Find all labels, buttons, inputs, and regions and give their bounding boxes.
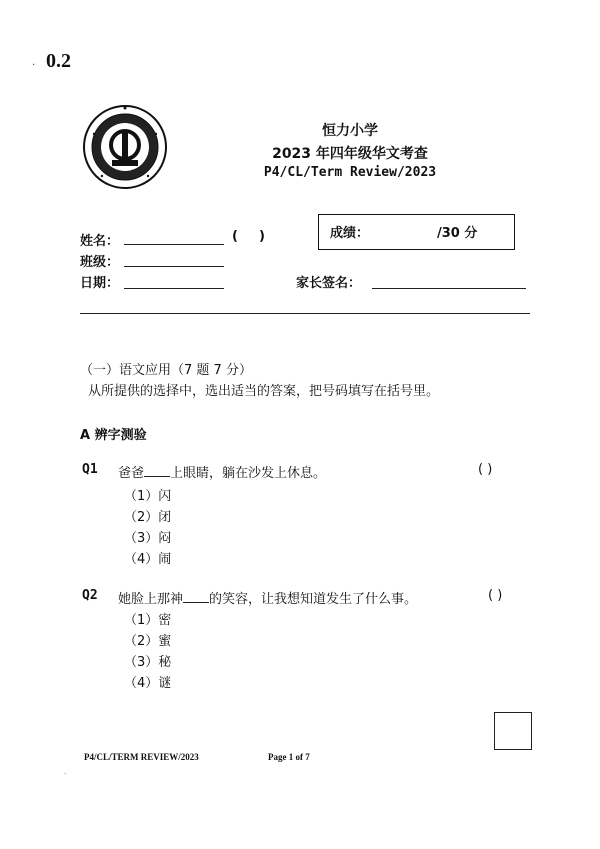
section-instruction: 从所提供的选择中，选出适当的答案，把号码填写在括号里。 [88, 384, 440, 399]
class-label: 班级： [80, 255, 120, 270]
name-field[interactable] [124, 230, 224, 245]
scan-mark-bottom: · [64, 770, 67, 778]
date-field[interactable] [124, 274, 224, 289]
page-marker: 0.2 [46, 50, 71, 72]
school-name: 恒力小学 [322, 123, 378, 139]
q2-stem-after: 的笑容，让我想知道发生了什么事。 [209, 592, 418, 607]
school-logo [82, 104, 168, 190]
class-number-paren-close: ) [259, 229, 265, 244]
header-divider [80, 313, 530, 314]
answer-box[interactable] [494, 712, 532, 750]
class-number-paren-open: ( [232, 229, 238, 244]
q1-option-1: （1）闪 [124, 489, 172, 504]
scan-mark: · [32, 60, 36, 71]
q2-option-1: （1）密 [124, 613, 172, 628]
q1-answer-bracket[interactable]: ( ) [478, 462, 493, 477]
q1-stem [118, 462, 326, 481]
score-label: 成绩： [330, 226, 370, 241]
q2-option-3: （3）秘 [124, 655, 172, 670]
q1-blank [144, 464, 170, 477]
exam-title: 2023 年四年级华文考查 [272, 146, 428, 162]
part-a-title: A 辨字测验 [80, 428, 147, 443]
q2-answer-bracket[interactable]: ( ) [488, 588, 503, 603]
parent-sign-label: 家长签名： [296, 276, 362, 291]
footer-page: Page 1 of 7 [268, 752, 310, 762]
name-label: 姓名： [80, 234, 120, 249]
section-title: （一）语文应用（7 题 7 分） [80, 363, 252, 378]
q2-option-2: （2）蜜 [124, 634, 172, 649]
footer-code: P4/CL/TERM REVIEW/2023 [84, 752, 199, 762]
q1-option-2: （2）闭 [124, 510, 172, 525]
q1-number: Q1 [82, 462, 98, 477]
q2-stem [118, 588, 417, 607]
q1-option-4: （4）闹 [124, 552, 172, 567]
class-field[interactable] [124, 252, 224, 267]
date-label: 日期： [80, 276, 120, 291]
parent-sign-field[interactable] [372, 274, 526, 289]
q1-stem-after: 上眼睛，躺在沙发上休息。 [170, 466, 327, 481]
paper-code: P4/CL/Term Review/2023 [263, 165, 437, 180]
q1-stem-before: 爸爸 [118, 466, 145, 481]
q2-stem-before: 她脸上那神 [118, 592, 184, 607]
q1-option-3: （3）闷 [124, 531, 172, 546]
q2-number: Q2 [82, 588, 98, 603]
score-total: /30 分 [437, 226, 478, 241]
q2-blank [183, 590, 209, 603]
q2-option-4: （4）谜 [124, 676, 172, 691]
